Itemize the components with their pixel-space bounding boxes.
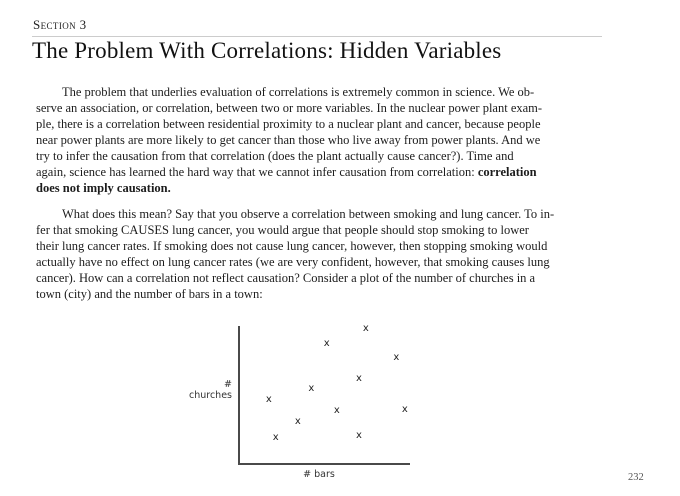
data-point-marker: x: [401, 403, 408, 415]
page-title: The Problem With Correlations: Hidden Variables: [32, 38, 502, 63]
section-label: Section 3: [33, 17, 87, 32]
data-point-marker: x: [308, 383, 315, 395]
text-line: serve an association, or correlation, between two or more variables. In the nuclear power plant exam-: [36, 101, 543, 115]
text-line: again, science has learned the hard way that we cannot infer causation from correlation: correlation: [36, 165, 537, 179]
data-point-marker: x: [333, 404, 340, 416]
text-line: The problem that underlies evaluation of correlations is extremely common in science. We ob-: [62, 85, 535, 99]
text-line: does not imply causation.: [36, 181, 171, 195]
text-line: What does this mean? Say that you observe a correlation between smoking and lung cancer. To in-: [62, 207, 555, 221]
data-point-marker: x: [294, 415, 301, 427]
header-rule: [32, 36, 602, 37]
data-point-marker: x: [356, 373, 362, 385]
paragraph-1: [36, 84, 636, 196]
paragraph-2: [36, 206, 636, 302]
text-line: try to infer the causation from that correlation (does the plant actually cause cancer?). Time and: [36, 149, 514, 163]
text-line: actually have no effect on lung cancer rates (we are very confident, however, that smoking causes lung: [36, 255, 550, 269]
page-number: 232: [628, 472, 644, 483]
text-line: their lung cancer rates. If smoking does not cause lung cancer, however, then stopping smoking would: [36, 239, 548, 253]
data-point-marker: x: [272, 432, 279, 444]
data-point-marker: x: [323, 337, 330, 349]
x-axis-label: # bars: [303, 469, 335, 480]
text-line: near power plants are more likely to get cancer than those who live away from power plants. And we: [36, 133, 541, 147]
text-line: fer that smoking CAUSES lung cancer, you would argue that people should stop smoking to lower: [36, 223, 529, 237]
data-point-marker: x: [265, 393, 272, 405]
scatter-plot: [238, 322, 410, 465]
data-point-marker: x: [393, 351, 400, 363]
text-line: cancer). How can a correlation not reflect causation? Consider a plot of the number of churches in a: [36, 271, 536, 285]
text-line: town (city) and the number of bars in a town:: [36, 287, 263, 301]
y-axis-label: # churches: [188, 379, 232, 401]
data-point-marker: x: [362, 322, 369, 334]
body-text: [36, 84, 636, 302]
text-line: ple, there is a correlation between residential proximity to a nuclear plant and cancer, because people: [36, 117, 541, 131]
data-point-marker: x: [356, 429, 362, 441]
